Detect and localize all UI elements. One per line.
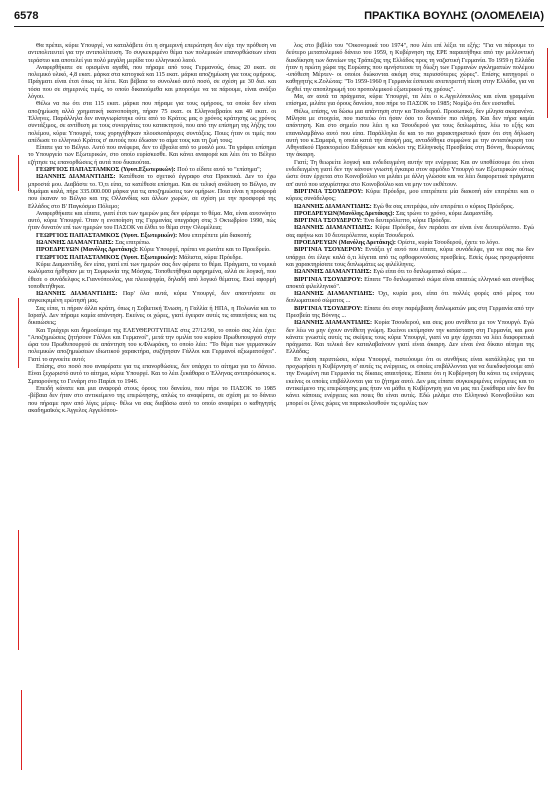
paragraph xyxy=(286,210,534,217)
paragraph-text: Θέλω, επίσης, να δώσω μια απάντηση στην κα Τσουδερού. Προσωπικά, δεν μίλησα ακαρανένα. Μίλησα με στοιχεία, που πιστεύω ότι ήσαν όσο το δυνατόν πιο πλήρη. Και δεν πήρα καμία απάντηση. Και στο σημείο που λέει η κα Τσουδερού για τους διπλωμάτες, λέω το εξής και επαναλαμβάνω αυτό που είπα. Παράλληλα δε και το πιο χαρακτηριστικό ήταν ότι στη δήλωση αυτή του κ.Σαμαρά, η οποία κατά την άποψή μας, ανταδόθηκε συμφώνα με την ανταπόκριση του Αθηναϊκού Πρακτορείου Ειδήσεων και κύκλοι της Ελληνικής Πρεσβείας στη Βόννη, θεωρώντας την άκαιρη. xyxy=(286,107,534,159)
paragraph-text: Κατέθεσα το σχετικό έγγραφο στα Πρακτικά. Δεν το έχω μπροστά μου. Διαβάστε το. Ό,τι είπα, τα κατέθεσα επίσημα. Και σε τελική ανάλυση το Βέλγιο, αν θυμάμαι καλά, πήρε 335.000.000 μάρκα για τις αποζημιώσεις των ομήρων. Ποια είναι η προσφορά που έκαναν το Βέλγιο και της Ολλανδίας και άλλων χωρών, σε σχέση με την προσφορά της Ελλάδος στο Β' Παγκόσμιο Πόλεμο; xyxy=(28,173,277,210)
speaker-name: ΠΡΟΕΔΡΕΥΩΝ (Μανόλης Δρετάκης): xyxy=(36,246,138,254)
paragraph-text: Εγώ είπα ότι το διπλωματικό σώμα ... xyxy=(373,268,467,276)
paragraph-text: Αναφερθήκατε σε ορισμένα αγαθά, που πήραμε από τους Γερμανούς, όπως 20 εκατ. σε πολεμικό υλικό, 4,8 εκατ. μάρκα στα κατοχικά και 115 εκατ. μάρκα αποζημίωση για τους ομήρους. Πράγματι είναι έτσι όπως τα λέτε. Και βέβαια το συνολικό αυτό ποσό, σε σχέση με 30 δισ. και τόσα που σε σημερινές τιμές, το οποίο δικαιούμεθα και μπορούμε να τα πάρουμε, είναι ανάξιο λόγου. xyxy=(28,63,276,101)
paragraph-text: Κύριε Διαμαντίδη, δεν είπα, γιατί επί των ημερών σας δεν φέρατε το θέμα. Πράγματι, τα νομικά κωλύματα ήρθησαν με τη Συμφωνία της Μόσχας. Τοποθετήθηκα αφηρημένα, αλλά σε λογική, που έθεσε ο συνάδελφος κ.Γιαννόπουλος, για πλειοψηφία, δηλαδή από λογικό θέματος. Εκεί αφορμή τοποθετήθηκα. xyxy=(28,260,276,290)
speaker-name: ΙΩΑΝΝΗΣ ΔΙΑΜΑΝΤΙΔΗΣ: xyxy=(294,268,372,276)
paragraph xyxy=(28,290,276,305)
paragraph-text: λος στο βιβλίο του "Οικονομικά του 1974", που λέει επί λέξει τα εξής: "Για να πάρουμε το δεύτερο μεταπολεμικό δάνειο του 1959, η Κυβέρνηση της ΕΡΕ παραιτήθηκε από την μελλοντική διεκδίκηση των δανείων της Τράπεζας της Ελλάδος προς τη ναζιστική Γερμανία. Το 1959 η Ελλάδα ήταν η πρώτη χώρα της Ευρώπης που αμνήστευσε τη δίωξη των Γερμανών εγκληματιών πολέμου -υπόθεση Μέρτεν- οι οποίοι διώκονται ακόμη στις περισσότερες χώρες". Επίσης κατηγορεί ο καθηγητής κ.Ζολώτας: "Το 1959-1960 η Γερμανία έσπευσε ανεπιτρεπτή πίεση στην Ελλάδα, για να δεχθεί την αποπληρωμή του προπολεμικού εξωτερικού της χρέους". xyxy=(286,42,534,93)
right-column xyxy=(286,42,534,407)
paragraph xyxy=(286,203,534,210)
speaker-name: ΓΕΩΡΓΙΟΣ ΠΑΠΑΣΤΑΜΚΟΣ (Υφυπ.Εξωτερικών): xyxy=(36,166,176,174)
margin-mark xyxy=(18,298,19,368)
paragraph-text: Παρ' όλα αυτά, κύριε Υπουργέ, δεν απαντήσατε σε συγκεκριμένη ερώτησή μας. xyxy=(28,290,276,305)
paragraph-text: Εγώ θα σας επιτρέψω, εάν επιτρέπει ο κύριος Πρόεδρος. xyxy=(373,202,514,210)
paragraph xyxy=(28,327,276,363)
paragraph xyxy=(28,305,276,327)
paragraph-text: Θα πρέπει, κύριε Υπουργέ, να καταλάβετε ότι η σημερινή επερώτηση δεν είχε την πρόθεση να αντιπολιτευτεί για την αντιπολίτευση. Το συγκεκριμένο θέμα των πολεμικών επανορθώσεων είναι τεράστιο και αποτελεί για πολύ μεγάλη μερίδα του ελληνικού λαού. xyxy=(28,42,276,64)
paragraph-text: Σας επιτρέπω. xyxy=(115,239,151,247)
paragraph-text: Κύριε Υπουργέ, πρέπει να ρωτάτε και το Προεδρείο. xyxy=(139,246,271,254)
paragraph xyxy=(286,159,534,188)
speaker-name: ΒΙΡΓΙΝΙΑ ΤΣΟΥΔΕΡΟΥ: xyxy=(294,275,363,283)
speaker-name: ΙΩΑΝΝΗΣ ΔΙΑΜΑΝΤΙΔΗΣ: xyxy=(294,224,373,232)
paragraph-text: Θέλω να πω ότι στα 115 εκατ. μάρκα που πήραμε για τους ομήρους, τα οποία δεν είναι αποζημίωση αλλά χρηματική ικανοποίηση, πήραν 75 εκατ. οι Ελληνοεβραίοι και 40 εκατ. οι Έλληνες. Παράλληλα δεν αναγνωρίστηκε ούτε από το Κράτος μας ο χρόνος κράτησης ως χρόνος συντάξιμος, σε αντίθεση με τους συνεργάτες του κατακτητού, που από την επίσημη της λήξης του πολέμου, κύριε Υπουργέ, τους χορηγήθηκαν πλουσιοπάροχες συντάξεις. Ποιες ήταν οι τιμές που απέδωσε το ελληνικό Κράτος σ' αυτούς που έδωσαν το αίμα τους και τη ζωή τους; xyxy=(28,100,276,144)
speaker-name: ΠΡΟΕΔΡΕΥΩΝ (Μανόλης Δρετάκης): xyxy=(294,239,396,247)
margin-mark xyxy=(18,530,19,650)
paragraph-text: Επίσης, στο ποσό που αναφέρατε για τις επανορθώσεις, δεν υπάρχει το αίτημα για το δάνειο. Είναι ξεχωριστό αυτό το αίτημα, κύριε Υπουργέ. Και το λέει ξεκάθαρα ο Έλληνας αντιπρόσωπος κ. Σμπαρούνης το Γενάρη στο Παρίσι το 1946. xyxy=(28,363,276,385)
paragraph-text: Μα, αν αυτά τα πράγματα, κύριε Υπουργέ, τα λέει ο κ.Αγγελόπουλος και είναι γραμμένα επίσημα, μιλάτε για όρους δανείου, που πήρε το ΠΑΣΟΚ το 1985; Νομίζω ότι δεν ευσταθεί. xyxy=(286,93,534,108)
paragraph xyxy=(286,217,534,224)
paragraph-text: Μάλιστα, κύριε Πρόεδρε. xyxy=(178,253,243,261)
paragraph xyxy=(28,363,276,385)
paragraph-text: Εντάξει γι' αυτό που είπατε, κύριε συνάδελφε, για να σας πω δεν υπάρχει ότι έλεγε καλά ό,τι λέγεται από τις ορθοφρονούσες πρεσβείες. Εσείς όμως προχωρήσατε και χαρακτηρίσατε τους διπλωμάτες ως φιλέλληνες. xyxy=(286,246,535,268)
speaker-name: ΓΕΩΡΓΙΟΣ ΠΑΠΑΣΤΑΜΚΟΣ (Υφυπ. Εξωτερικών): xyxy=(36,231,178,239)
paragraph-text: Μου επιτρέπετε μία διακοπή; xyxy=(178,231,252,239)
speaker-name: ΙΩΑΝΝΗΣ ΔΙΑΜΑΝΤΙΔΗΣ: xyxy=(294,290,375,298)
paragraph xyxy=(286,356,534,407)
paragraph xyxy=(28,42,276,64)
paragraph xyxy=(286,305,534,320)
speaker-name: ΙΩΑΝΝΗΣ ΔΙΑΜΑΝΤΙΔΗΣ: xyxy=(36,239,114,247)
paragraph-text: Είπατε για το Βέλγιο. Αυτό που ανέφερα, δεν το έβγαλα από το μυαλό μου. Τα γράφει επίσημα το Υπουργείο των Εξωτερικών, στο οποίο ευρίσκεσθε. Και κάνει αναφορά και λέει ότι το Βέλγιο εζήτησε τις επανορθώσεις ή αυτά που δικαιούται. xyxy=(28,144,276,166)
paragraph xyxy=(286,239,534,246)
paragraph xyxy=(28,173,276,209)
paragraph-text: Ένα δευτερόλεπτο, κύριε Πρόεδρε. xyxy=(363,217,452,225)
paragraph xyxy=(286,290,534,305)
header-rule xyxy=(14,26,544,27)
speaker-name: ΙΩΑΝΝΗΣ ΔΙΑΜΑΝΤΙΔΗΣ: xyxy=(36,290,118,298)
paragraph xyxy=(286,188,534,203)
paragraph-text: Γιατί; Τη θεωρείτε λογική και ενδεδειγμένη αυτήν την ενέργεια; Και αν υποθέσουμε ότι είναι ενδεδειγμένη γιατί δεν την κάνουν γνωστή έγκαιρα στον αρμόδιο Υπουργό των Εξωτερικών ούτως ώστε όταν έρχεται στο Κοινοβούλιο να μιλάει με άλλη γλώσσα και να λέει διαφορετικά πράγματα απ' αυτό που ισχυρίστηκε στο Κοινοβούλιο και να μην τον εκθέτουν. xyxy=(286,158,534,188)
paragraph xyxy=(28,232,276,239)
paragraph xyxy=(286,268,534,275)
speaker-name: ΙΩΑΝΝΗΣ ΔΙΑΜΑΝΤΙΔΗΣ: xyxy=(36,173,116,181)
paragraph xyxy=(286,108,534,159)
speaker-name: ΒΙΡΓΙΝΙΑ ΤΣΟΥΔΕΡΟΥ: xyxy=(294,246,363,254)
paragraph-text: Αναφερθήκατε και είπατε, γιατί έτσι των ημερών μας δεν φέραμε το θέμα. Μα, είναι αυτονόητο αυτό, κύριε Υπουργέ. Όταν η ενοποίηση της Γερμανίας υπεγράφη στις 3 Οκτωβρίου 1990, πώς ήταν δυνατόν επί των ημερών του ΠΑΣΟΚ να έλθει το θέμα στην Ολομέλεια; xyxy=(28,209,276,232)
paragraph xyxy=(28,385,276,414)
paragraph-text: Επειδή κάνατε και μια αναφορά στους όρους του δανείου, που πήρε το ΠΑΣΟΚ το 1985 -βέβαια δεν ήταν στο αντικείμενο της επερώτησης, απλώς το αναφέρατε, σε σχέση με το δάνειο που πήραμε πριν από λίγες μέρες- θέλω να σας διαβάσω αυτό το οποίο αναφέρει ο καθηγητής ακαδημαϊκός κ.Άγγελος Αγγελόπου- xyxy=(28,384,276,414)
paragraph xyxy=(28,166,276,173)
paragraph-text: Πού το είδατε αυτό το "επίσημα"; xyxy=(177,166,262,174)
paragraph-text: Είπατε ότι στην παρέμβαση διπλωματών μας στη Γερμανία από την Πρεσβεία της Βόννης ... xyxy=(286,304,535,319)
left-column xyxy=(28,42,276,414)
speaker-name: ΙΩΑΝΝΗΣ ΔΙΑΜΑΝΤΙΔΗΣ: xyxy=(294,202,372,210)
paragraph xyxy=(28,64,276,100)
speaker-name: ΙΩΑΝΝΗΣ ΔΙΑΜΑΝΤΙΔΗΣ: xyxy=(294,319,373,327)
paragraph xyxy=(286,276,534,291)
paragraph xyxy=(286,319,534,355)
page-number: 6578 xyxy=(14,10,39,22)
paragraph-text: Όχι, κυρία μου, είπα ότι πολλές φορές από μέρος του διπλωματικού σώματος ... xyxy=(286,290,535,305)
paragraph-text: Και Τριάχερι και δημοσίευμα της ΕΛΕΥΘΕΡΟΤΥΠΙΑΣ στις 27/12/90, το οποίο σας λέει έχει: "Αποζημιώσεις ζητήσουν Γάλλοι και Γερμανοί", μετά την ομιλία του κυρίου Πρωθυπουργού στην ώρα του Πρωθυπουργού σε απάντηση του κ.Φλωράκη, το οποίο λέει: "Το θέμα των γερμανικών πολεμικών αποζημιώσεων ιδιωτικού χαρακτήρα, συζήτησαν Γάλλοι και Γερμανοί αξιωματούχοι". Γιατί το αγνοείτε αυτό; xyxy=(28,326,276,363)
paragraph xyxy=(28,261,276,290)
paragraph-text: Είπατε "Το διπλωματικό σώμα είναι απαιτώς ελληνικό και συνήθως αποκτά φιλελληνικό". xyxy=(286,275,535,290)
speaker-name: ΓΕΩΡΓΙΟΣ ΠΑΠΑΣΤΑΜΚΟΣ (Υφυπ. Εξωτερικών): xyxy=(36,253,178,261)
speaker-name: ΒΙΡΓΙΝΙΑ ΤΣΟΥΔΕΡΟΥ: xyxy=(294,187,364,195)
paragraph xyxy=(28,100,276,144)
page-title: ΠΡΑΚΤΙΚΑ ΒΟΥΛΗΣ (ΟΛΟΜΕΛΕΙΑ) xyxy=(364,10,544,22)
paragraph-text: Κυρία Τσουδερού, και σεις μου αντίθετα με τον Υπουργό. Εγώ δεν λέω να μην έχουν αντίθετη γνώμη. Εκείνοι εκτίμησαν την κατάσταση στη Γερμανία, και μου κάνατε γνωστές αυτές τις σκέψεις τους κύριε Υπουργέ, γιατί να μην έρχεται να λέει διαφορετικά πράγματα. Και τελικά δεν καταλαβαίνουν γιατί είναι άκαιρη. Δεν είναι ένα δίκαιο αίτημα της Ελλάδας; xyxy=(286,319,535,356)
paragraph xyxy=(286,224,534,239)
speaker-name: ΒΙΡΓΙΝΙΑ ΤΣΟΥΔΕΡΟΥ: xyxy=(294,304,363,312)
paragraph-text: Εν πάση περιπτώσει, κύριε Υπουργέ, πιστεύουμε ότι οι συνθήκες είναι κατάλληλες για τα προχωρήσει η Κυβέρνηση σ' αυτές τις ενέργειες, οι οποίες επιβάλλονται για να διεκδικήσουμε από την Ενωμένη πια Γερμανία τις δίκαιες απαιτήσεις. Είπατε ότι η Κυβέρνηση θα κάνει τις ενέργειες εκείνες οι οποίες επιβάλλονται για το ζήτημα αυτό. Δεν μας είπατε συγκεκριμένες ενέργειες και το αντικείμενο της επερώτησης μας ήταν να μάθει η Κυβέρνηση για να μας πει ξεκάθαρα εάν δεν θα κάνει κάποιες ενέργειες και ποιες θα είναι αυτές. Εδώ μιλάμε στο Ελληνικό Κοινοβούλιο και μπορεί οι ξένες χώρες να παρακολουθούν τις ομιλίες των xyxy=(286,355,534,407)
paragraph xyxy=(28,210,276,232)
paragraph xyxy=(286,93,534,108)
paragraph xyxy=(286,246,534,268)
margin-mark xyxy=(547,48,548,118)
paragraph-text: Κύριε Πρόεδρε, μου επιτρέπετε μία διακοπή εάν επιτρέπει και ο κύριος συνάδελφος; xyxy=(286,187,535,203)
speaker-name: ΠΡΟΕΔΡΕΥΩΝ(Μανόλης Δρετάκης): xyxy=(294,209,395,217)
paragraph xyxy=(286,42,534,93)
paragraph-text: Σας τρώνε το χρόνο, κύριε Διαμαντίδη. xyxy=(396,209,494,217)
page-header xyxy=(14,10,544,24)
paragraph-text: Κύριε Πρόεδρε, δεν περάσει αν είναι ένα δευτερόλεπτο. Εγώ σας αφήνω και 10 δευτερόλεπτα, κυρία Τσουδερού. xyxy=(286,224,534,239)
margin-mark xyxy=(21,690,22,770)
paragraph xyxy=(28,254,276,261)
paragraph-text: Ορίστε, κυρία Τσουδερού, έχετε το λόγο. xyxy=(397,239,500,247)
margin-mark xyxy=(18,155,19,191)
speaker-name: ΒΙΡΓΙΝΙΑ ΤΣΟΥΔΕΡΟΥ: xyxy=(294,217,363,225)
paragraph xyxy=(28,144,276,166)
paragraph-text: Σας είπα, τι πήραν άλλα κράτη, όπως η Σοβιετική Ένωση, η Γαλλία ή ΗΠΑ, η Πολωνία και το Ισραήλ. Δεν πήραμε καμία απάντηση. Εκείνες οι χώρες, γιατί έγειραν αυτές τις απαιτήσεις και τις δικαιώσεις; xyxy=(28,304,276,327)
paragraph xyxy=(28,246,276,253)
